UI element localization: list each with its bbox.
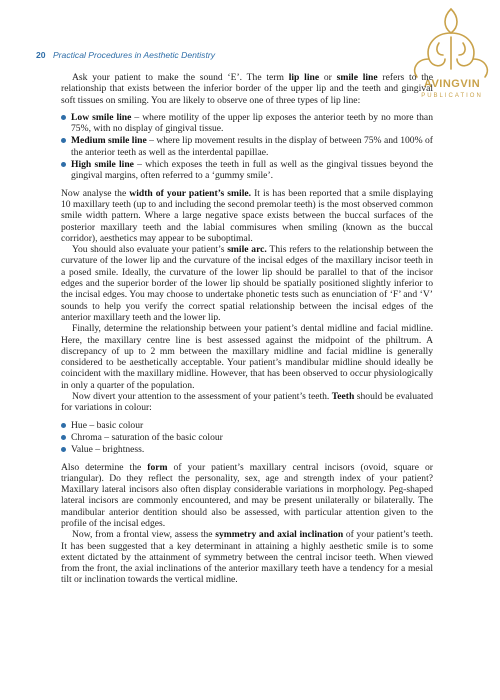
term-form: form — [147, 461, 168, 473]
list-item: Medium smile line – where lip movement results in the display of between 75% and 100% of the anterior teeth as well as the interdental papillae. — [61, 135, 433, 158]
list-item: Value – brightness. — [61, 444, 433, 455]
list-item: High smile line – which exposes the teeth in full as well as the gingival tissues beyond the gingival margins, often referred to a ‘gummy smile’. — [61, 159, 433, 182]
lip-line-paragraph: Ask your patient to make the sound ‘E’. The term lip line or smile line refers to the relationship that exists between the inferior border of the upper lip and the teeth and gingival soft tissues on smiling. You are likely to observe one of three types of lip line: — [61, 72, 433, 106]
list-item: Low smile line – where motility of the upper lip exposes the anterior teeth by no more than 75%, with no display of gingival tissue. — [61, 112, 433, 135]
publisher-sub: PUBLICATION — [421, 93, 483, 99]
colour-list — [61, 420, 433, 456]
midline-paragraph: Finally, determine the relationship between your patient’s dental midline and facial midline. Here, the maxillary centre line is best assessed against the midpoint of the philtrum. A discrepancy of up to 2 mm between the maxillary midline and facial midline is generally considered to be aesthetically acceptable. Your patient’s mandibular midline should ideally be coincident with the maxillary midline. However, that has been observed to occur physiologically in only a quarter of the population. — [61, 323, 433, 391]
width-paragraph: Now analyse the width of your patient’s smile. It is has been reported that a smile displaying 10 maxillary teeth (up to and including the second premolar teeth) is the most observed common smile width pattern. Where a large negative space exists between the buccal surfaces of the posterior maxillary teeth and the labial commisures when smiling (known as the buccal corridor), aesthetics may appear to be suboptimal. — [61, 187, 433, 244]
running-header — [36, 50, 215, 60]
term-width: width of your patient’s smile. — [129, 187, 252, 199]
smile-arc-paragraph: You should also evaluate your patient’s smile arc. This refers to the relationship between the curvature of the lower lip and the curvature of the incisal edges of the maxillary incisor teeth in a posed smile. Ideally, the curvature of the lower lip should be parallel to that of the incisor edges and the superior border of the lower lip should be spatially positioned slightly inferior to the incisal edges. You may choose to undertake phonetic tests such as enunciation of ‘F’ and ‘V’ sounds to help you verify the correct spatial relationship between the incisal edges of the anterior maxillary teeth and the lower lip. — [61, 244, 433, 323]
lip-line-list — [61, 112, 433, 182]
symmetry-paragraph: Now, from a frontal view, assess the symmetry and axial inclination of your patient’s teeth. It has been suggested that a key determinant in attaining a highly aesthetic smile is to some extent dictated by the attainment of symmetry between the central incisor teeth. When viewed from the front, the axial inclinations of the anterior maxillary teeth have a tendency for a mesial tilt or inclination towards the vertical midline. — [61, 529, 434, 586]
publisher-name: AVINGVIN — [423, 78, 481, 90]
colour-paragraph: Now divert your attention to the assessment of your patient’s teeth. Teeth should be evaluated for variations in colour: — [61, 391, 434, 414]
page-number: 20 — [36, 50, 46, 60]
term-lip-line: lip line — [288, 72, 320, 83]
term-smile-line: smile line — [336, 72, 378, 83]
page-body — [61, 72, 433, 586]
term-symmetry: symmetry and axial inclination — [215, 529, 344, 541]
running-title: Practical Procedures in Aesthetic Dentistry — [52, 50, 216, 60]
bullet-icon — [61, 447, 66, 452]
bullet-icon — [61, 435, 66, 440]
list-item: Hue – basic colour — [61, 420, 433, 431]
bullet-icon — [61, 138, 66, 143]
bullet-icon — [61, 115, 66, 120]
form-paragraph: Also determine the form of your patient’s maxillary central incisors (ovoid, square or triangular). Do they reflect the personality, sex, age and strength index of your patient? Maxillary lateral incisors also often display considerable variations in morphology. Peg-shaped lateral incisors are commonly encountered, and may be present unilaterally or bilaterally. The mandibular anterior dentition should also be assessed, with particular attention given to the profile of the incisal edges. — [61, 461, 433, 529]
list-item: Chroma – saturation of the basic colour — [61, 432, 433, 443]
term-smile-arc: smile arc. — [227, 244, 267, 256]
bullet-icon — [61, 162, 66, 167]
term-teeth: Teeth — [331, 391, 355, 403]
bullet-icon — [61, 423, 66, 428]
